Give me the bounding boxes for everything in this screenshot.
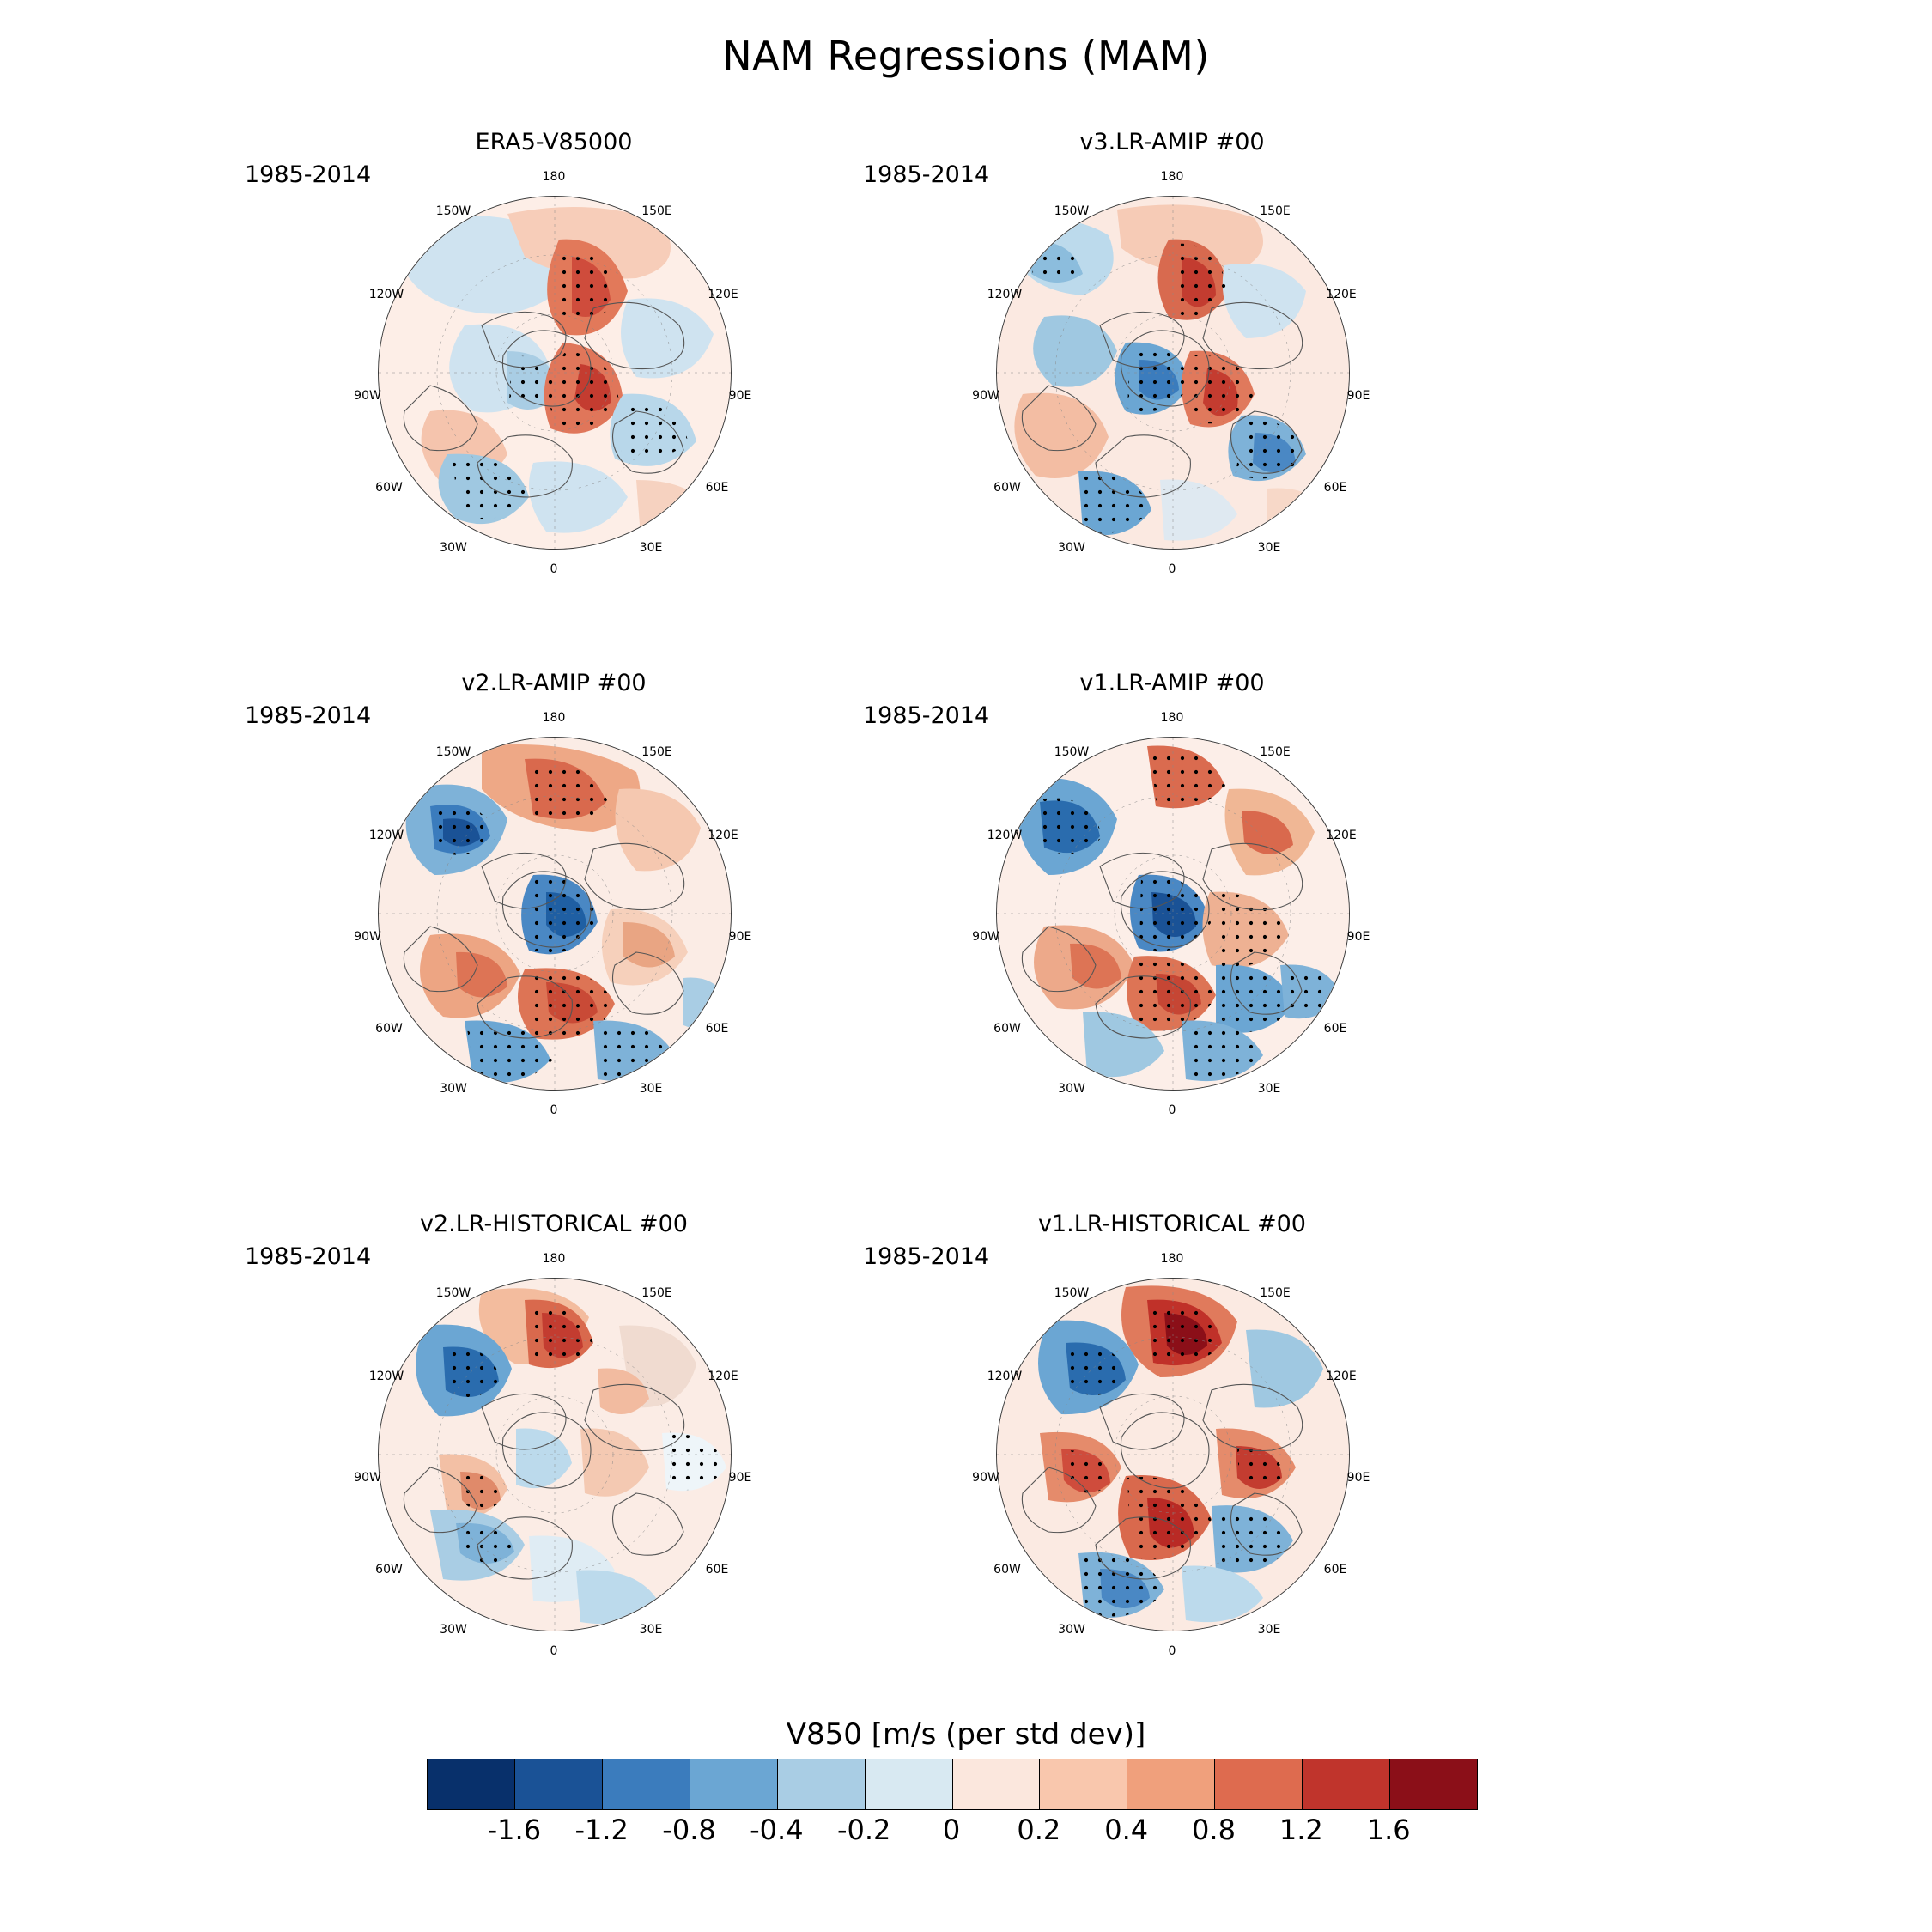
map-globe (996, 196, 1350, 550)
panel-title: v1.LR-AMIP #00 (1079, 670, 1265, 696)
panel-v2-lr-historical (245, 1211, 829, 1717)
panel-period: 1985-2014 (245, 1243, 372, 1270)
panel-title: v3.LR-AMIP #00 (1079, 129, 1265, 155)
lon-label-60W: 60W (375, 481, 403, 495)
colorbar-tick: -1.2 (574, 1814, 629, 1846)
panel-period: 1985-2014 (863, 1243, 990, 1270)
panel-era5 (245, 129, 829, 635)
lon-label-60E: 60E (1323, 1563, 1347, 1577)
lon-label-60E: 60E (1323, 1022, 1347, 1036)
lon-label-150E: 150E (1260, 204, 1291, 218)
lon-label-120E: 120E (1326, 829, 1357, 842)
colorbar-segment (1127, 1759, 1214, 1809)
lon-label-90W: 90W (354, 389, 381, 403)
lon-label-90E: 90E (1346, 930, 1370, 944)
panel-v1-lr-historical (863, 1211, 1447, 1717)
lon-label-60W: 60W (993, 481, 1021, 495)
colorbar (427, 1759, 1478, 1810)
panel-title: v2.LR-AMIP #00 (461, 670, 647, 696)
lon-label-180: 180 (1160, 170, 1184, 184)
lon-label-30E: 30E (639, 1623, 663, 1637)
panel-period: 1985-2014 (245, 702, 372, 729)
globe-wrapper (352, 170, 756, 574)
panel-period: 1985-2014 (863, 161, 990, 188)
lon-label-150E: 150E (1260, 1286, 1291, 1300)
globe-wrapper (970, 711, 1374, 1115)
panel-v3-lr-amip (863, 129, 1447, 635)
colorbar-tick: 0.4 (1104, 1814, 1149, 1846)
colorbar-tick: 1.6 (1366, 1814, 1411, 1846)
lon-label-90W: 90W (354, 1471, 381, 1485)
colorbar-tick: 0 (942, 1814, 961, 1846)
colorbar-segment (428, 1759, 514, 1809)
lon-label-180: 180 (542, 170, 566, 184)
lon-label-90W: 90W (972, 389, 999, 403)
globe-wrapper (970, 1252, 1374, 1656)
lon-label-60W: 60W (993, 1022, 1021, 1036)
panel-title: ERA5-V85000 (475, 129, 633, 155)
map-globe (378, 196, 732, 550)
lon-label-180: 180 (542, 1252, 566, 1266)
lon-label-180: 180 (542, 711, 566, 725)
colorbar-segment (1039, 1759, 1127, 1809)
colorbar-tick: -0.4 (750, 1814, 804, 1846)
lon-label-120E: 120E (708, 1370, 738, 1383)
lon-label-90W: 90W (972, 930, 999, 944)
lon-label-0: 0 (1168, 562, 1176, 576)
lon-label-60W: 60W (375, 1563, 403, 1577)
lon-label-120E: 120E (708, 829, 738, 842)
panel-period: 1985-2014 (245, 161, 372, 188)
colorbar-tick-labels (427, 1814, 1476, 1848)
lon-label-120E: 120E (1326, 1370, 1357, 1383)
lon-label-150E: 150E (641, 745, 672, 759)
lon-label-180: 180 (1160, 711, 1184, 725)
lon-label-60W: 60W (375, 1022, 403, 1036)
lon-label-30W: 30W (1058, 1623, 1085, 1637)
lon-label-30W: 30W (440, 541, 467, 555)
colorbar-segment (1214, 1759, 1302, 1809)
colorbar-segment (777, 1759, 865, 1809)
colorbar-tick: 0.2 (1017, 1814, 1061, 1846)
colorbar-segment (514, 1759, 602, 1809)
lon-label-150W: 150W (435, 204, 471, 218)
lon-label-120W: 120W (987, 829, 1023, 842)
panel-v2-lr-amip (245, 670, 829, 1176)
colorbar-tick: 1.2 (1279, 1814, 1323, 1846)
colorbar-tick: -0.2 (836, 1814, 891, 1846)
lon-label-180: 180 (1160, 1252, 1184, 1266)
panel-period: 1985-2014 (863, 702, 990, 729)
lon-label-150E: 150E (641, 1286, 672, 1300)
lon-label-60E: 60E (1323, 481, 1347, 495)
panel-v1-lr-amip (863, 670, 1447, 1176)
lon-label-90E: 90E (728, 1471, 752, 1485)
lon-label-150E: 150E (1260, 745, 1291, 759)
lon-label-30W: 30W (440, 1623, 467, 1637)
colorbar-segment (690, 1759, 777, 1809)
lon-label-60E: 60E (705, 1022, 729, 1036)
lon-label-30E: 30E (1257, 1082, 1281, 1096)
panel-title: v1.LR-HISTORICAL #00 (1038, 1211, 1306, 1237)
colorbar-segment (1302, 1759, 1389, 1809)
colorbar-tick: -1.6 (487, 1814, 542, 1846)
panel-title: v2.LR-HISTORICAL #00 (420, 1211, 688, 1237)
colorbar-segment (952, 1759, 1040, 1809)
lon-label-90E: 90E (1346, 1471, 1370, 1485)
lon-label-0: 0 (1168, 1644, 1176, 1658)
lon-label-120E: 120E (708, 288, 738, 301)
lon-label-0: 0 (550, 1644, 558, 1658)
lon-label-60E: 60E (705, 1563, 729, 1577)
lon-label-0: 0 (550, 562, 558, 576)
globe-wrapper (970, 170, 1374, 574)
lon-label-90E: 90E (1346, 389, 1370, 403)
lon-label-60W: 60W (993, 1563, 1021, 1577)
lon-label-30E: 30E (1257, 1623, 1281, 1637)
figure-title: NAM Regressions (MAM) (722, 33, 1210, 79)
lon-label-150W: 150W (435, 1286, 471, 1300)
lon-label-30W: 30W (440, 1082, 467, 1096)
lon-label-150W: 150W (1054, 1286, 1090, 1300)
lon-label-150W: 150W (435, 745, 471, 759)
lon-label-30E: 30E (1257, 541, 1281, 555)
colorbar-segment (865, 1759, 952, 1809)
lon-label-90W: 90W (354, 930, 381, 944)
lon-label-120W: 120W (987, 1370, 1023, 1383)
lon-label-90W: 90W (972, 1471, 999, 1485)
lon-label-120W: 120W (987, 288, 1023, 301)
map-globe (996, 737, 1350, 1091)
map-globe (378, 737, 732, 1091)
colorbar-tick: 0.8 (1192, 1814, 1236, 1846)
lon-label-120W: 120W (368, 1370, 404, 1383)
lon-label-30W: 30W (1058, 1082, 1085, 1096)
globe-wrapper (352, 711, 756, 1115)
lon-label-0: 0 (1168, 1103, 1176, 1117)
lon-label-120E: 120E (1326, 288, 1357, 301)
lon-label-90E: 90E (728, 930, 752, 944)
lon-label-30E: 30E (639, 541, 663, 555)
map-globe (378, 1278, 732, 1631)
colorbar-title: V850 [m/s (per std dev)] (786, 1717, 1146, 1752)
lon-label-60E: 60E (705, 481, 729, 495)
lon-label-90E: 90E (728, 389, 752, 403)
map-globe (996, 1278, 1350, 1631)
lon-label-150E: 150E (641, 204, 672, 218)
lon-label-0: 0 (550, 1103, 558, 1117)
globe-wrapper (352, 1252, 756, 1656)
lon-label-30E: 30E (639, 1082, 663, 1096)
colorbar-segment (1389, 1759, 1477, 1809)
lon-label-150W: 150W (1054, 204, 1090, 218)
lon-label-120W: 120W (368, 829, 404, 842)
colorbar-segment (602, 1759, 690, 1809)
lon-label-30W: 30W (1058, 541, 1085, 555)
lon-label-150W: 150W (1054, 745, 1090, 759)
lon-label-120W: 120W (368, 288, 404, 301)
colorbar-tick: -0.8 (662, 1814, 716, 1846)
